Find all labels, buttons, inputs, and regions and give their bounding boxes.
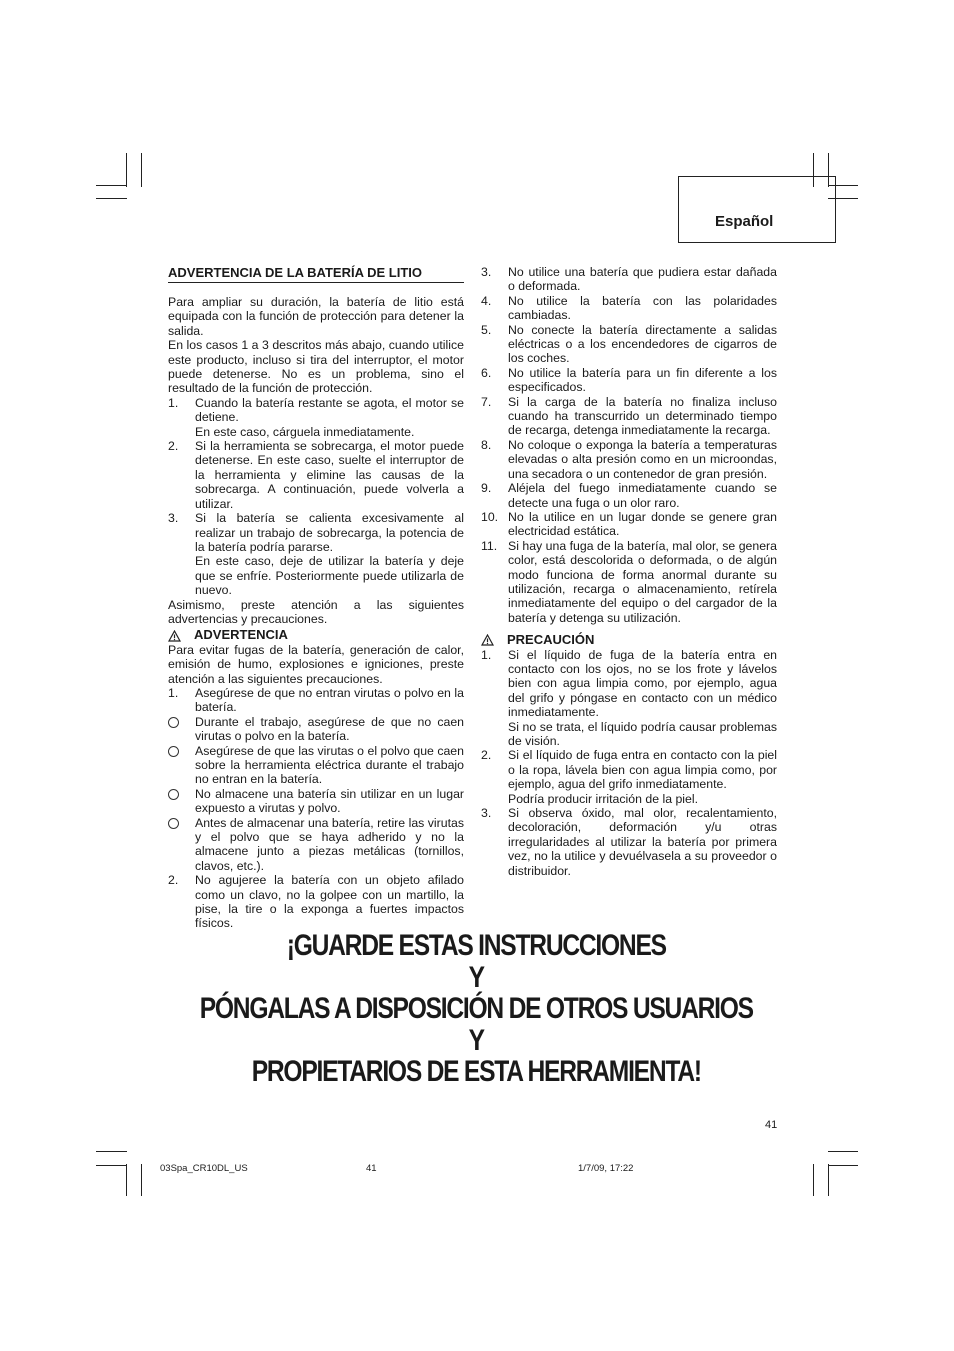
- list-item: 11. Si hay una fuga de la batería, mal olor, se genera color, está descolorida o deformada, o de algún modo funciona de forma anormal durante su utilización, recarga o almacenamiento, retírela inmediatamente del equipo o del cargador de la batería y detenga su utilización.: [481, 538, 777, 625]
- language-label: Español: [715, 213, 774, 230]
- note-paragraph: Asimismo, preste atención a las siguientes advertencias y precauciones.: [168, 597, 464, 626]
- circle-bullet-icon: [168, 717, 179, 728]
- warning-heading: ADVERTENCIA: [168, 628, 464, 642]
- crop-mark: [813, 1164, 814, 1196]
- footer-file: 03Spa_CR10DL_US: [160, 1163, 248, 1174]
- list-item: 2. No agujeree la batería con un objeto afilado como un clavo, no la golpee con un martillo, la pise, la tire o la exponga a fuertes impactos físicos.: [168, 873, 464, 931]
- crop-mark: [96, 1165, 127, 1166]
- bullet-item: Asegúrese de que las virutas o el polvo que caen sobre la herramienta eléctrica durante el trabajo no entran en la batería.: [168, 744, 464, 787]
- list-item: 2. Si la herramienta se sobrecarga, el motor puede detenerse. En este caso, suelte el interruptor de la herramienta y elimine las causas de la sobrecarga. A continuación, puede volverla a utilizar.: [168, 439, 464, 511]
- crop-mark: [96, 185, 127, 186]
- intro-paragraph: Para ampliar su duración, la batería de litio está equipada con la función de protección para detener la salida.: [168, 295, 464, 338]
- save-instructions-banner: ¡GUARDE ESTAS INSTRUCCIONES Y PÓNGALAS A DISPOSICIÓN DE OTROS USUARIOS Y PROPIETARIOS DE ESTA HERRAMIENTA!: [199, 929, 753, 1088]
- list-item: 7. Si la carga de la batería no finaliza incluso cuando ha transcurrido un determinado tiempo de recarga, detenga inmediatamente la recarga.: [481, 394, 777, 438]
- right-column: [481, 265, 777, 878]
- list-item: 4. No utilice la batería con las polaridades cambiadas.: [481, 293, 777, 323]
- page-number: 41: [765, 1119, 778, 1131]
- circle-bullet-icon: [168, 789, 179, 800]
- left-column: [168, 265, 464, 931]
- warning-triangle-icon: [481, 634, 494, 646]
- list-item: 3. Si observa óxido, mal olor, recalentamiento, decoloración, deformación y/u otras irregularidades al utilizar la batería por primera vez, no la utilice y devuélvasela a su proveedor o distribuidor.: [481, 806, 777, 878]
- crop-mark: [828, 1164, 829, 1196]
- warning-intro: Para evitar fugas de la batería, generación de calor, emisión de humo, explosiones e igniciones, preste atención a las siguientes precauciones.: [168, 642, 464, 686]
- caution-heading: PRECAUCIÓN: [481, 633, 777, 647]
- crop-mark: [126, 153, 127, 187]
- footer-date: 1/7/09, 17:22: [578, 1163, 634, 1174]
- list-item: 2. Si el líquido de fuga entra en contacto con la piel o la ropa, lávela bien con agua limpia como, por ejemplo, agua del grifo inmediatamente. Podría producir irritación de la piel.: [481, 748, 777, 806]
- bullet-item: No almacene una batería sin utilizar en un lugar expuesto a virutas y polvo.: [168, 787, 464, 816]
- list-item: 9. Aléjela del fuego inmediatamente cuando se detecte una fuga o un olor raro.: [481, 481, 777, 510]
- warning-triangle-icon: [168, 630, 181, 642]
- intro-paragraph: En los casos 1 a 3 descritos más abajo, cuando utilice este producto, incluso si tira del interruptor, el motor puede detenerse. No es un problema, sino el resultado de la función de protección.: [168, 338, 464, 396]
- list-item: 3. Si la batería se calienta excesivamente al realizar un trabajo de sobrecarga, la potencia de la batería podría pararse. En este caso, deje de utilizar la batería y deje que se enfríe. Posteriormente puede utilizarla de nuevo.: [168, 511, 464, 598]
- list-item: 8. No coloque o exponga la batería a temperaturas elevadas o alta presión como en un microondas, una secadora o un contenedor de gran presión.: [481, 437, 777, 481]
- crop-mark: [141, 1164, 142, 1196]
- crop-mark: [126, 1164, 127, 1196]
- crop-mark: [828, 1165, 858, 1166]
- list-item: 5. No conecte la batería directamente a salidas eléctricas o a los encendedores de cigarros de los coches.: [481, 322, 777, 366]
- circle-bullet-icon: [168, 746, 179, 757]
- list-item: 1. Cuando la batería restante se agota, el motor se detiene. En este caso, cárguela inmediatamente.: [168, 395, 464, 439]
- list-item: 3. No utilice una batería que pudiera estar dañada o deformada.: [481, 265, 777, 294]
- crop-mark: [828, 1151, 858, 1152]
- bullet-item: Durante el trabajo, asegúrese de que no caen virutas o polvo en la batería.: [168, 715, 464, 744]
- circle-bullet-icon: [168, 818, 179, 829]
- list-item: 6. No utilice la batería para un fin diferente a los especificados.: [481, 365, 777, 395]
- language-tab: [678, 176, 836, 243]
- footer-page: 41: [366, 1163, 377, 1174]
- list-item: 10. No la utilice en un lugar donde se genere gran electricidad estática.: [481, 509, 777, 539]
- crop-mark: [141, 153, 142, 187]
- crop-mark: [96, 198, 127, 199]
- crop-mark: [96, 1151, 127, 1152]
- bullet-item: Antes de almacenar una batería, retire las virutas y el polvo que se haya adherido y no la almacene junto a piezas metálicas (tornillos, clavos, etc.).: [168, 816, 464, 874]
- list-item: 1. Asegúrese de que no entran virutas o polvo en la batería.: [168, 685, 464, 715]
- list-item: 1. Si el líquido de fuga de la batería entra en contacto con los ojos, no se los frote y lávelos bien con agua limpia como, por ejemplo, agua del grifo y póngase en contacto con un médico inmediatamente. Si no se trata, el líquido podría causar problemas de visión.: [481, 647, 777, 748]
- section-title: ADVERTENCIA DE LA BATERÍA DE LITIO: [168, 265, 464, 283]
